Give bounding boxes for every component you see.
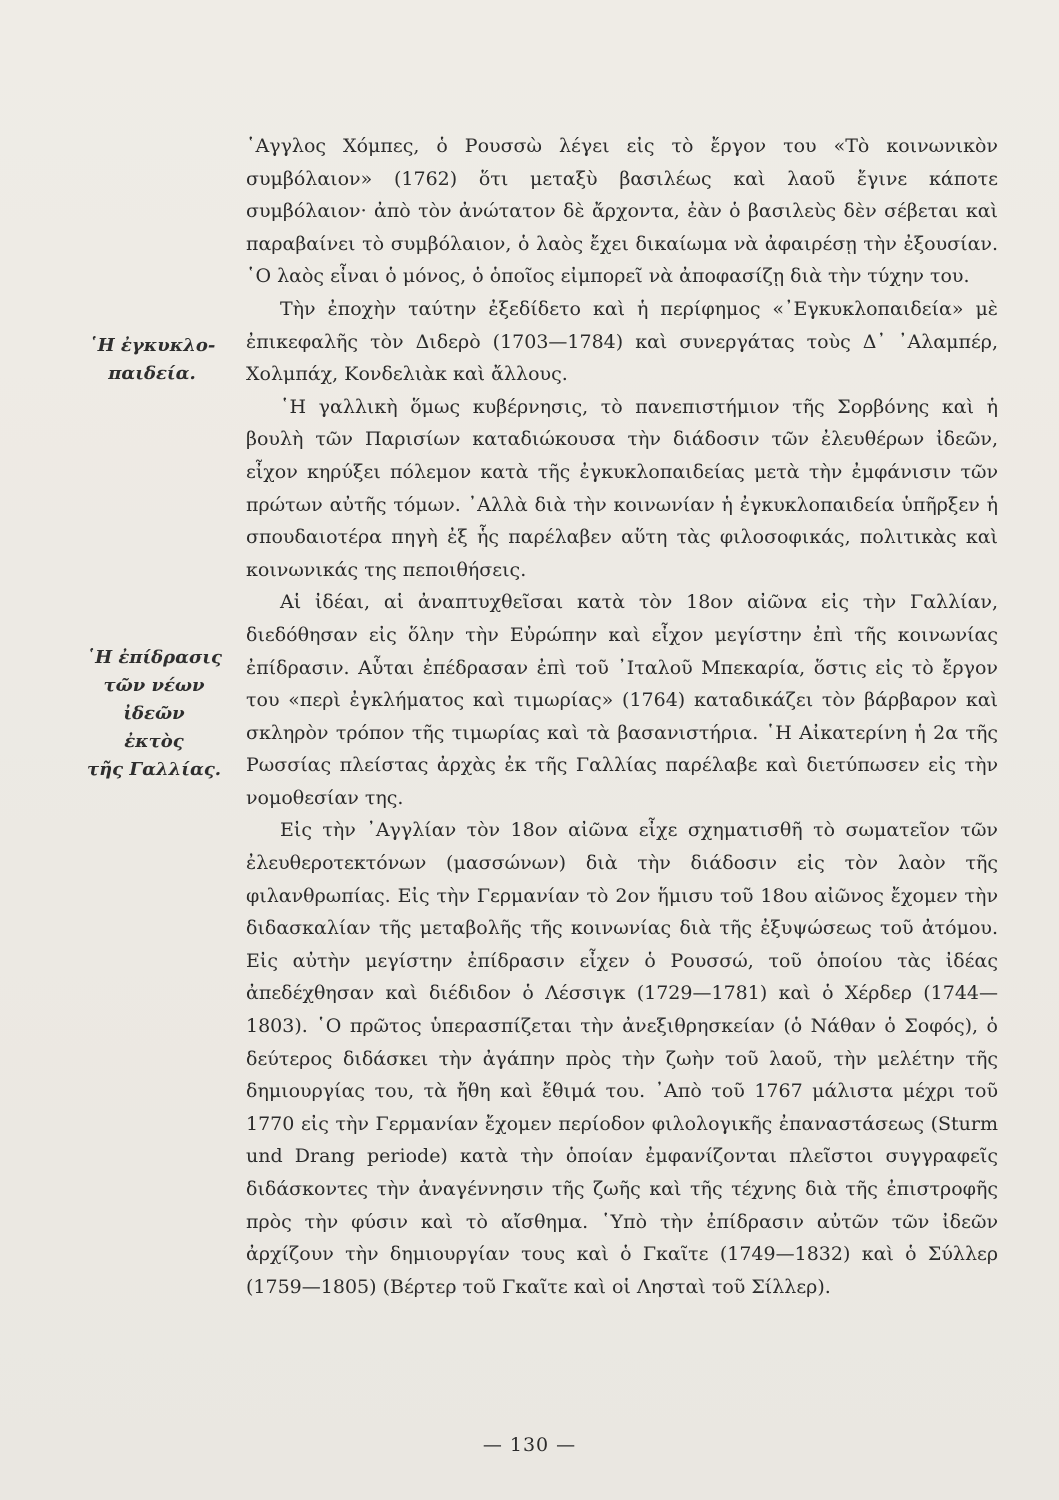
paragraph-encyclopedia: Τὴν ἐποχὴν ταύτην ἐξεδίδετο καὶ ἡ περίφημος «᾿Εγκυκλοπαιδεία» μὲ ἐπικεφαλῆς τὸν Διδερὸ (1703—1784) καὶ συνεργάτας τοὺς Δ᾿ ᾿Αλαμπέρ, Χολμπάχ, Κονδελιὰκ καὶ ἄλλους. bbox=[246, 297, 998, 386]
paragraph-rousseau: ῾Αγγλος Χόμπες, ὁ Ρουσσὼ λέγει εἰς τὸ ἔργον του «Τὸ κοινωνικὸν συμβόλαιον» (1762) ὅτι μεταξὺ βασιλέως καὶ λαοῦ ἔγινε κάποτε συμβόλαιον· ἀπὸ τὸν ἀνώτατον δὲ ἄρχοντα, ἐὰν ὁ βασιλεὺς δὲν σέβεται καὶ παραβαίνει τὸ συμβόλαιον, ὁ λαὸς ἔχει δικαίωμα νὰ ἀφαιρέσῃ τὴν ἐξουσίαν. ῾Ο λαὸς εἶναι ὁ μόνος, ὁ ὁποῖος εἰμπορεῖ νὰ ἀποφασίζῃ διὰ τὴν τύχην του. bbox=[246, 135, 998, 288]
margin-note-line: ῾Η ἐπίδρασις bbox=[86, 647, 222, 668]
margin-note-line: τῆς Γαλλίας. bbox=[86, 759, 222, 780]
margin-note-line: ῾Η ἐγκυκλο- bbox=[88, 335, 216, 356]
margin-note-line: τῶν νέων ἰδεῶν bbox=[103, 675, 205, 724]
paragraph-government: ῾Η γαλλικὴ ὅμως κυβέρνησις, τὸ πανεπιστήμιον τῆς Σορβόνης καὶ ἡ βουλὴ τῶν Παρισίων καταδιώκουσα τὴν διάδοσιν τῶν ἐλευθέρων ἰδεῶν, εἶχον κηρύξει πόλεμον κατὰ τῆς ἐγκυκλοπαιδείας μετὰ τὴν ἐμφάνισιν τῶν πρώτων αὐτῆς τόμων. ᾿Αλλὰ διὰ τὴν κοινωνίαν ἡ ἐγκυκλοπαιδεία ὑπῆρξεν ἡ σπουδαιοτέρα πηγὴ ἐξ ἧς παρέλαβεν αὕτη τὰς φιλοσοφικάς, πολιτικὰς καὶ κοινωνικάς της πεποιθήσεις. bbox=[246, 395, 998, 581]
paragraph-england-germany: Εἰς τὴν ᾿Αγγλίαν τὸν 18ον αἰῶνα εἶχε σχηματισθῆ τὸ σωματεῖον τῶν ἐλευθεροτεκτόνων (μασσώνων) διὰ τὴν διάδοσιν εἰς τὸν λαὸν τῆς φιλανθρωπίας. Εἰς τὴν Γερμανίαν τὸ 2ον ἥμισυ τοῦ 18ου αἰῶνος ἔχομεν τὴν διδασκαλίαν τῆς μεταβολῆς τῆς κοινωνίας διὰ τῆς ἐξυψώσεως τοῦ ἀτόμου. Εἰς αὐτὴν μεγίστην ἐπίδρασιν εἶχεν ὁ Ρουσσώ, τοῦ ὁποίου τὰς ἰδέας ἀπεδέχθησαν καὶ διέδιδον ὁ Λέσσιγκ (1729—1781) καὶ ὁ Χέρδερ (1744—1803). ῾Ο πρῶτος ὑπερασπίζεται τὴν ἀνεξιθρησκείαν (ὁ Νάθαν ὁ Σοφός), ὁ δεύτερος διδάσκει τὴν ἀγάπην πρὸς τὴν ζωὴν τοῦ λαοῦ, τὴν μελέτην τῆς δημιουργίας του, τὰ ἤθη καὶ ἔθιμά του. ᾿Απὸ τοῦ 1767 μάλιστα μέχρι τοῦ 1770 εἰς τὴν Γερμανίαν ἔχομεν περίοδον φιλολογικῆς ἐπαναστάσεως (Sturm und Drang periode) κατὰ τὴν ὁποίαν ἐμφανίζονται πλεῖστοι συγγραφεῖς διδάσκοντες τὴν ἀναγέννησιν τῆς ζωῆς καὶ τῆς τέχνης διὰ τῆς ἐπιστροφῆς πρὸς τὴν φύσιν καὶ τὸ αἴσθημα. ῾Υπὸ τὴν ἐπίδρασιν αὐτῶν τῶν ἰδεῶν ἀρχίζουν τὴν δημιουργίαν τους καὶ ὁ Γκαῖτε (1749—1832) καὶ ὁ Σύλλερ (1759—1805) (Βέρτερ τοῦ Γκαῖτε καὶ οἱ Λησταὶ τοῦ Σίλλερ). bbox=[246, 819, 998, 1298]
margin-note-influence bbox=[74, 644, 234, 784]
margin-note-line: παιδεία. bbox=[108, 363, 196, 384]
margin-note-line: ἐκτὸς bbox=[124, 731, 184, 752]
main-text bbox=[246, 130, 998, 1303]
margin-note-encyclopedia bbox=[72, 332, 232, 388]
paragraph-ideas-spread: Αἱ ἰδέαι, αἱ ἀναπτυχθεῖσαι κατὰ τὸν 18ον αἰῶνα εἰς τὴν Γαλλίαν, διεδόθησαν εἰς ὅλην τὴν Εὐρώπην καὶ εἶχον μεγίστην ἐπὶ τῆς κοινωνίας ἐπίδρασιν. Αὗται ἐπέδρασαν ἐπὶ τοῦ ᾿Ιταλοῦ Μπεκαρία, ὅστις εἰς τὸ ἔργον του «περὶ ἐγκλήματος καὶ τιμωρίας» (1764) καταδικάζει τὸν βάρβαρον καὶ σκληρὸν τρόπον τῆς τιμωρίας καὶ τὰ βασανιστήρια. ῾Η Αἰκατερίνη ἡ 2α τῆς Ρωσσίας πλείστας ἀρχὰς ἐκ τῆς Γαλλίας παρέλαβε καὶ διετύπωσεν εἰς τὴν νομοθεσίαν της. bbox=[246, 591, 998, 809]
page-number: — 130 — bbox=[482, 1434, 577, 1456]
